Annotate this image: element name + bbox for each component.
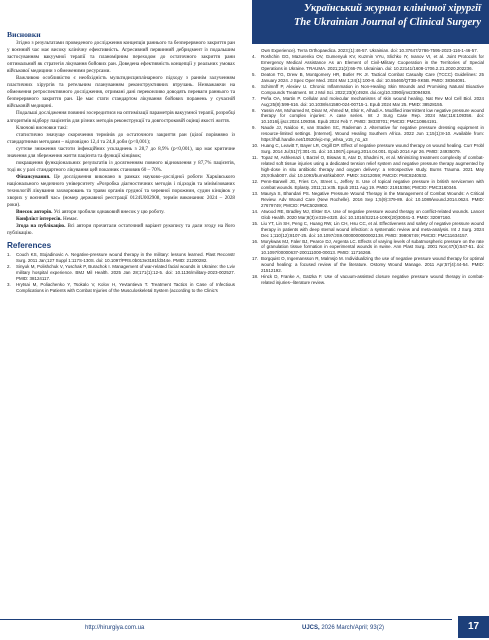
left-column	[7, 28, 235, 614]
funding-text: Це дослідження виконано в рамках науково–дослідної роботи Харківського національного медичного університету «Розробка діагностичних методів і підходів та мінімізованих технологій лікування захворювань та травм органів грудної та черевної порожнин, судин кінцівок у хворих у воєнний час» (номер державної реєстрації 0124U002908, термін виконання: 2024 – 2028 роки).	[7, 173, 235, 209]
reference-item: Own Experience). Terra Orthopaedica. 2023;(1):46-57. Ukrainian. doi: 10.37647/2786-7595-2023-116-1-46-57.	[261, 48, 478, 53]
reference-item: 9. Naude JJ, Naidoo K, van Staden SC, Rademan J. Alternative for negative pressure dressing equipment in resource-limited settings. [Internet]. Wound Healing Southern Africa. 2022 Jun 1;15(1):8-10. Available from: https://hdl.handle.net/10520/ejc-mp_whsa_v15_n1_a3	[252, 125, 484, 143]
conflict-text: Немає.	[61, 216, 78, 223]
key-finding-1: статистично значуще скорочення термінів до остаточного закриття ран (цілої порівняно із стандартними методами – відповідно 12,4 та 24,8 доби (р<0,001);	[7, 131, 235, 145]
authors-text: Усі автори зробили однаковий внесок у цю роботу.	[52, 209, 165, 216]
references-list-left	[7, 252, 235, 294]
reference-item: 15. Liu YT, Lin SH, Peng C, Huang RW, Lin CH, Hsu CC, et al. Effectiveness and safety of negative pressure wound therapy in patients with deep sternal wound infection: a systematic review and meta-analysis. Int J Surg. 2024 Dec 1;110(12):8107-25. doi: 10.1097/JS9.0000000000002138. PMID: 39806749; PMCID: PMC11634157.	[252, 220, 484, 238]
key-finding-3: покращення функціональних результатів із досягненням повного відновлення у 87,7% пацієнтів, тоді як у разі стандартного лікування цей показник становив 60 – 70%.	[7, 159, 235, 173]
conclusions-heading: Висновки	[7, 30, 41, 39]
references-heading: References	[7, 241, 52, 251]
reference-item: 8. Yassin AM, Mohamed M, Dinar M, Ahmed M, Elsir K, Alhadi A. Modified intermittent low negative pressure wound therapy for complex injuries: A case series. Int J Surg Case Rep. 2024 Mar;116:109356. doi: 10.1016/j.ijscr.2024.109356. Epub 2024 Feb 7. PMID: 38330701; PMCID: PMC10864191.	[252, 107, 484, 125]
authors-label: Внесок авторів.	[16, 209, 53, 216]
references-list-right	[252, 48, 484, 286]
conclusions-paragraph-1: Згідно з результатами проведеного дослідження концепція раннього та безперервного закриття ран у воєнний час має високу клінічну ефективність. Агресивний первинний дебридмент із подальшим застосуванням вакуумної терапії та планомірним переходом до остаточного закриття рани оптимальний як стратегія лікування бойових ран. Доведена ефективність концепції у реальних умовах військової медицини з обмеженими ресурсами.	[7, 40, 235, 75]
reference-item: 4. Roshchin GG, Mazurenko OV, Gumenyuk KV, Kuzmin VYu, Slichko IY, Ivanov VI, et al. Joint Protocols for Emergency Medical Assistance As an Element of Civil-Military Cooperation in the Territories of Special Operations in Ukraine. TRAUMA. 2021;21(2):66-79. Ukrainian. doi: 10.22141/1608-1706.2.21.2020.202236.	[252, 53, 484, 71]
consent-text: Всі автори прочитали остаточний варіант рукопису та дали згоду на його публікацію.	[7, 223, 235, 237]
page-footer	[0, 614, 489, 640]
reference-item: 14. Atwood RE, Bradley MJ, Elster EA. Use of negative pressure wound therapy on conflict-related wounds. Lancet Glob Health. 2020 Mar;8(3):e319-e320. doi: 10.1016/S2214-109X(20)30041-3. PMID: 32087160.	[252, 208, 484, 220]
reference-item: 3. Hrytsai M, Poliachenko Y, Tsokalo V, Kolov H, Yevtantieva T. Treatment Tactics in Case of Infectious Complications in Patients with Combat Injuries of the Musculoskeletal System (according to the Clinic's	[7, 282, 235, 294]
citation-issue: 2026 March/April; 93(2)	[319, 625, 385, 631]
reference-item: 5. Deaton TG, Drew B, Montgomery HR, Butler FK Jr. Tactical Combat Casualty Care (TCCC) Guidelines: 25 January 2024. J Spec Oper Med. 2024 Mar 1;24(1):100-8. doi: 10.55460/QT3B-XK5B. PMID: 38364091.	[252, 71, 484, 83]
citation-journal: UJCS,	[302, 625, 320, 631]
journal-title-ukrainian: Український журнал клінічної хірургії	[303, 3, 481, 14]
reference-item: 7. Peña OA, Martin P. Cellular and molecular mechanisms of skin wound healing. Nat Rev Mol Cell Biol. 2024 Aug;25(8):599-616. doi: 10.1038/s41580-024-00715-1. Epub 2024 Mar 25. PMID: 38528155.	[252, 95, 484, 107]
conclusions-paragraph-3: Подальші дослідження повинні зосередитися на оптимізації параметрів вакуумної терапії, розробці алгоритмів відбору пацієнтів для різних методів реконструкції та довгостроковій оцінці якості життя.	[7, 110, 235, 124]
conflict-label: Конфлікт інтересів.	[16, 216, 62, 223]
journal-title-english: The Ukrainian Journal of Clinical Surgery	[294, 17, 481, 28]
reference-item: 12. Penn-Barwell JG, Fries CA, Street L, Jeffery S. Use of topical negative pressure in british servicemen with combat wounds. Eplasty. 2011;11:e35. Epub 2011 Aug 19. PMID: 21915356; PMCID: PMC3160346.	[252, 178, 484, 190]
funding-label: Фінансування.	[16, 173, 51, 180]
journal-header-banner	[252, 0, 489, 44]
key-finding-2: суттєве зниження частоти інфекційних ускладнень з 28,7 до 8,9% (р<0,001), що має критичне значення для збереження життя пацієнта та функції кінцівок;	[7, 145, 235, 159]
reference-item: 11. Topaz M, Ashkenazi I, Barzel O, Biswas S, Atar D, Shadmi N, et al. Minimizing treatment complexity of combat-related soft tissue injuries using a dedicated tension relief system and negative pressure therapy augmented by high-dose in situ antibiotic therapy and oxygen delivery: a retrospective study. Burns Trauma. 2021 May 25;9:tkab007. doi: 10.1093/burnst/tkab007. PMID: 34212059; PMCID: PMC8240532.	[252, 155, 484, 179]
reference-item: 16. Morykwas MJ, Faler BJ, Pearce DJ, Argenta LC. Effects of varying levels of subatmospheric pressure on the rate of granulation tissue formation in experimental wounds in swine. Ann Plast Surg. 2001 Nov;47(5):547-51. doi: 10.1097/00000637-200111000-00013. PMID: 11716268.	[252, 238, 484, 256]
journal-url: http://hirurgiya.com.ua	[85, 625, 145, 631]
reference-item: 6. Schimnff P, Alexiev U. Chronic Inflammation in Non-Healing Skin Wounds and Promising Natural Bioactive Compounds Treatment. Int J Mol Sci. 2022;23(9):4928. doi.org/10.3390/ijms23094928.	[252, 83, 484, 95]
reference-item: 1. Couch KS, Stojadinovic A. Negative-pressure wound therapy in the military: lessons learned. Plast Reconstr Surg. 2011 Jan;127 Suppl 1:117S-130S. doi: 10.1097/PRS.0b013e3181fd344e. PMID: 21200282.	[7, 252, 235, 264]
funding-statement	[7, 174, 235, 209]
right-column	[252, 48, 484, 614]
footer-rule	[0, 619, 452, 620]
key-findings-intro: Ключові висновки такі:	[16, 124, 68, 131]
page-number: 17	[458, 616, 489, 638]
reference-item: 17. Borgquist O, Ingemansson R, Malmsjö M. Individualizing the use of negative pressure wound therapy for optimal wound healing: a focused review of the literature. Ostomy Wound Manage. 2011 Apr;57(4):44-54. PMID: 21512192.	[252, 256, 484, 274]
reference-item: 10. Huang C, Leavitt T, Bayer LR, Orgill DP. Effect of negative pressure wound therapy on wound healing. Curr Probl Surg. 2014 Jul;51(7):301-31. doi: 10.1067/j.cpsurg.2014.04.001. Epub 2014 Apr 26. PMID: 24935079.	[252, 143, 484, 155]
journal-citation	[302, 625, 384, 631]
reference-item: 18. Hinck D, Franke A, Gatzka F. Use of vacuum-assisted closure negative pressure wound therapy in combat-related injuries--literature review.	[252, 274, 484, 286]
reference-item: 13. Maurya S, Bhandari PS. Negative Pressure Wound Therapy in the Management of Combat Wounds: A Critical Review. Adv Wound Care (New Rochelle). 2016 Sep 1;5(9):379-89. doi: 10.1089/wound.2014.0624. PMID: 27679749; PMCID: PMC5028902.	[252, 190, 484, 208]
conclusions-paragraph-2: Важливою особливістю є необхідність мультидисциплінарного підходу з раннім залученням пластичних хірургів та ретельним плануванням реконструктивних втручань. Незважаючи на обмеження ретроспективного дослідження, отримані дані переконливо доводять переваги раннього та безперервного закриття ран. Це має стати стандартом лікування бойових поранень у сучасній військовій медицині.	[7, 75, 235, 110]
reference-item: 2. Sinyuk M, Polishchuk V, Yuschak P, Burachok I. Management of war-related facial wounds in Ukraine: the Lviv military hospital experience. BMJ Mil Health. 2025 Jan 28;171(1):12-5. doi: 10.1136/military-2023-002527. PMID: 38124117.	[7, 264, 235, 282]
consent-statement	[7, 223, 235, 237]
consent-label: Згода на публікацію.	[16, 223, 66, 230]
